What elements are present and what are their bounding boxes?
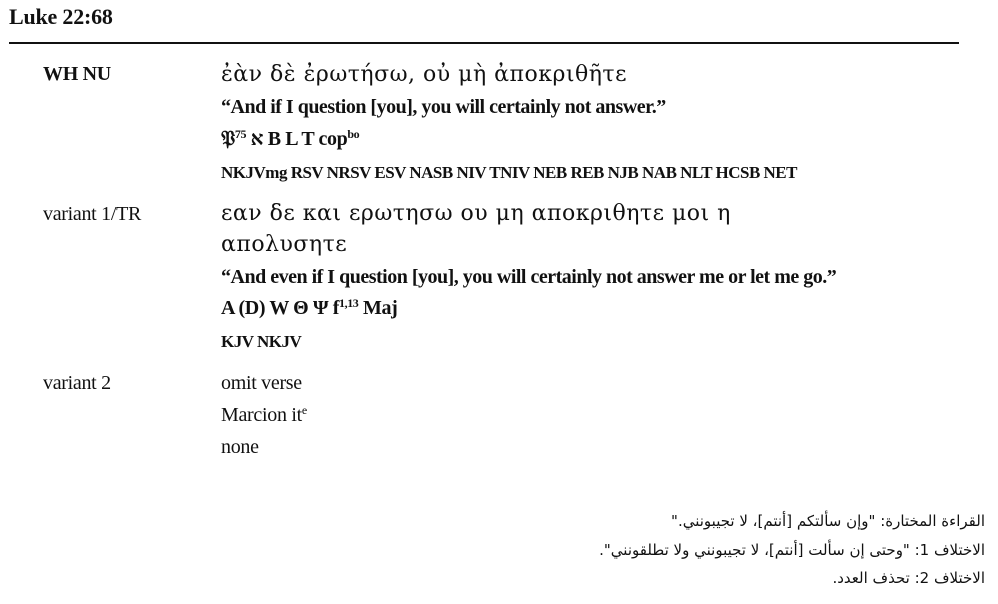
papyrus-symbol: 𝔓 — [221, 128, 235, 150]
greek-text-continued: απολυσητε — [221, 232, 348, 257]
omit-verse-text: omit verse — [221, 372, 302, 394]
translation-versions: KJV NKJV — [221, 332, 302, 351]
witness-list: A (D) W Θ Ψ f — [221, 297, 339, 319]
translation-versions: NKJVmg RSV NRSV ESV NASB NIV TNIV NEB REB NJB NAB NLT HCSB NET — [221, 163, 797, 182]
manuscript-witnesses — [221, 297, 397, 320]
coptic-version: bo — [347, 127, 360, 141]
arabic-note-3: الاختلاف 2: تحذف العدد. — [832, 569, 985, 587]
greek-text: εαν δε και ερωτησω ου μη αποκριθητε μοι η — [221, 201, 731, 226]
translation-text: “And even if I question [you], you will certainly not answer me or let me go.” — [221, 266, 837, 288]
manuscript-witnesses — [221, 128, 359, 151]
arabic-note-1: القراءة المختارة: "وإن سألتكم [أنتم]، لا تجيبونني." — [671, 512, 985, 530]
page-title: Luke 22:68 — [9, 4, 113, 29]
translation-versions: none — [221, 436, 259, 458]
title-rule — [9, 42, 959, 44]
family-numbers: 1,13 — [339, 296, 359, 310]
translation-text: “And if I question [you], you will certainly not answer.” — [221, 96, 666, 118]
entry-label-wh-nu: WH NU — [43, 63, 111, 85]
entry-label-variant-1: variant 1/TR — [43, 203, 142, 225]
greek-text: ἐὰν δὲ ἐρωτήσω, οὐ μὴ ἀποκριθῆτε — [221, 62, 627, 87]
marcion-text: Marcion it — [221, 404, 302, 426]
majority-text: Maj — [358, 297, 398, 319]
itala-version: e — [301, 403, 307, 417]
manuscript-witnesses — [221, 404, 307, 427]
papyrus-number: 75 — [234, 127, 247, 141]
arabic-note-2: الاختلاف 1: "وحتى إن سألت [أنتم]، لا تجيبونني ولا تطلقونني". — [599, 541, 985, 559]
entry-label-variant-2: variant 2 — [43, 372, 111, 394]
witness-list: א B L T cop — [246, 128, 348, 150]
